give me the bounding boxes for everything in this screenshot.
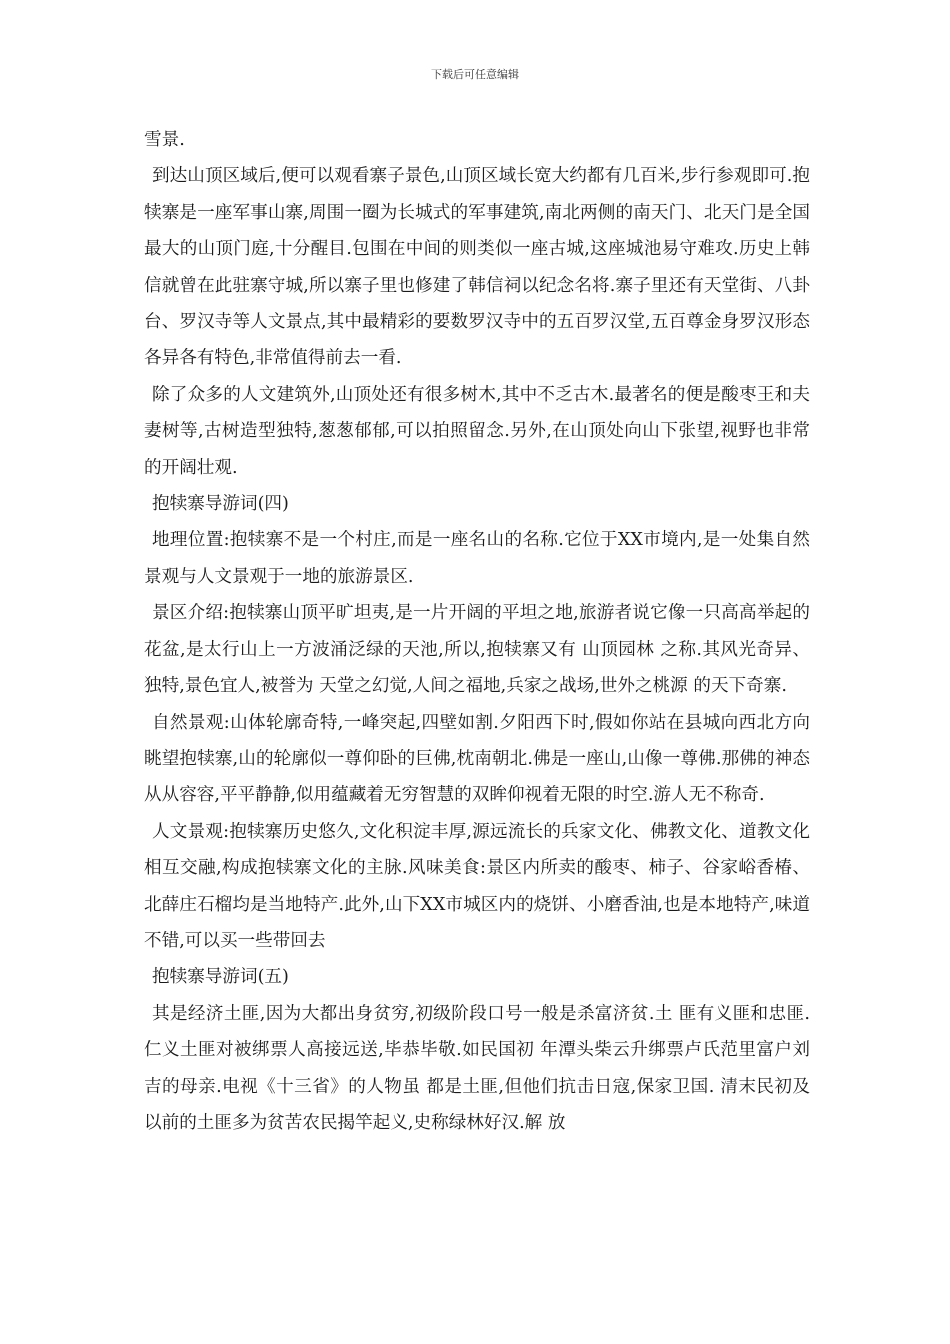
page-header: 下载后可任意编辑	[431, 68, 519, 81]
paragraph: 自然景观:山体轮廓奇特,一峰突起,四壁如割.夕阳西下时,假如你站在县城向西北方向眺望抱犊寨,山的轮廓似一尊仰卧的巨佛,枕南朝北.佛是一座山,山像一尊佛.那佛的神态从从容容,平平静静,似用蕴藏着无穷智慧的双眸仰视着无限的时空.游人无不称奇.	[144, 712, 810, 806]
paragraph: 人文景观:抱犊寨历史悠久,文化积淀丰厚,源远流长的兵家文化、佛教文化、道教文化相互交融,构成抱犊寨文化的主脉.风味美食:景区内所卖的酸枣、柿子、谷家峪香椿、北薛庄石榴均是当地特产.此外,山下XX市城区内的烧饼、小磨香油,也是本地特产,味道不错,可以买一些带回去	[144, 821, 810, 951]
paragraph: 雪景.	[144, 130, 185, 150]
paragraph: 景区介绍:抱犊寨山顶平旷坦夷,是一片开阔的平坦之地,旅游者说它像一只高高举起的花盆,是太行山上一方波涌泛绿的天池,所以,抱犊寨又有 山顶园林 之称.其风光奇异、独特,景色宜人,被誉为 天堂之幻觉,人间之福地,兵家之战场,世外之桃源 的天下奇寨.	[144, 603, 810, 697]
paragraph: 到达山顶区域后,便可以观看寨子景色,山顶区域长宽大约都有几百米,步行参观即可.抱犊寨是一座军事山寨,周围一圈为长城式的军事建筑,南北两侧的南天门、北天门是全国最大的山顶门庭,十分醒目.包围在中间的则类似一座古城,这座城池易守难攻.历史上韩信就曾在此驻寨守城,所以寨子里也修建了韩信祠以纪念名将.寨子里还有天堂街、八卦台、罗汉寺等人文景点,其中最精彩的要数罗汉寺中的五百罗汉堂,五百尊金身罗汉形态各异各有特色,非常值得前去一看.	[144, 166, 810, 369]
document-body	[144, 122, 810, 1141]
paragraph: 除了众多的人文建筑外,山顶处还有很多树木,其中不乏古木.最著名的便是酸枣王和夫妻树等,古树造型独特,葱葱郁郁,可以拍照留念.另外,在山顶处向山下张望,视野也非常的开阔壮观.	[144, 384, 810, 478]
paragraph: 其是经济土匪,因为大都出身贫穷,初级阶段口号一般是杀富济贫.土 匪有义匪和忠匪.仁义土匪对被绑票人高接远送,毕恭毕敬.如民国初 年潭头柴云升绑票卢氏范里富户刘吉的母亲.电视《十三省》的人物虽 都是土匪,但他们抗击日寇,保家卫国. 清末民初及以前的土匪多为贫苦农民揭竿起义,史称绿林好汉.解 放	[144, 1003, 810, 1133]
paragraph: 地理位置:抱犊寨不是一个村庄,而是一座名山的名称.它位于XX市境内,是一处集自然景观与人文景观于一地的旅游景区.	[144, 530, 810, 587]
section-heading: 抱犊寨导游词(四)	[152, 494, 289, 515]
section-heading: 抱犊寨导游词(五)	[152, 967, 289, 988]
